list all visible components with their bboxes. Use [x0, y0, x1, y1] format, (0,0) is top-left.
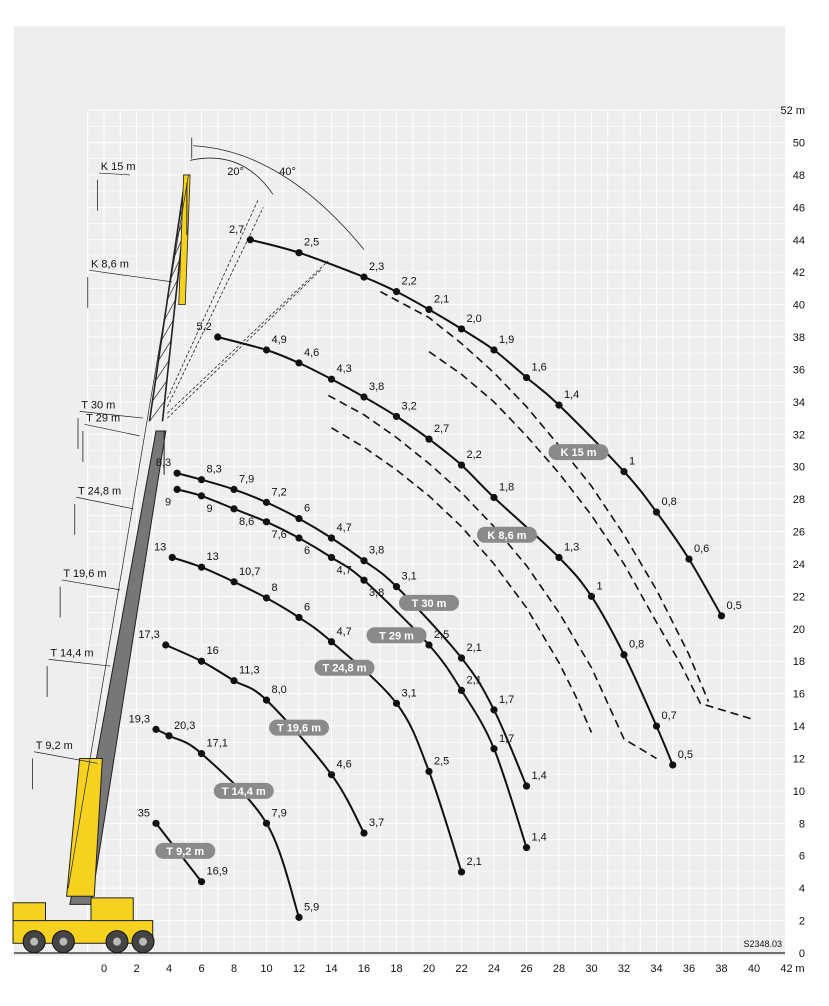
point-label: 7,6: [271, 528, 287, 541]
boom-length-label: T 30 m: [81, 399, 116, 412]
point-label: 2,7: [228, 223, 245, 236]
point-label: 2,7: [434, 423, 450, 436]
data-point: [263, 594, 270, 601]
data-point: [214, 333, 221, 340]
data-point: [198, 878, 205, 885]
data-point: [328, 771, 335, 778]
data-point: [152, 820, 159, 827]
point-label: 7,9: [271, 807, 287, 820]
data-point: [152, 726, 159, 733]
data-point: [425, 768, 432, 775]
data-point: [295, 914, 302, 921]
y-tick-label: 32: [792, 429, 805, 442]
point-label: 4,6: [304, 346, 320, 359]
point-label: 7,2: [271, 486, 287, 499]
boom-pill-label: T 14,4 m: [221, 785, 266, 798]
data-point: [458, 461, 465, 468]
y-tick-label: 40: [792, 299, 805, 312]
y-tick-label: 38: [792, 332, 805, 345]
point-label: 17,1: [206, 737, 228, 750]
data-point: [490, 494, 497, 501]
point-label: 3,1: [401, 570, 417, 583]
data-point: [458, 687, 465, 694]
point-label: 4,7: [336, 625, 352, 638]
point-label: 1,4: [564, 389, 580, 402]
x-tick-label: 36: [682, 963, 696, 975]
data-point: [360, 273, 367, 280]
data-point: [360, 557, 367, 564]
data-point: [328, 554, 335, 561]
data-point: [230, 486, 237, 493]
data-point: [620, 651, 627, 658]
point-label: 0,5: [677, 748, 694, 761]
point-label: 0,8: [661, 496, 677, 509]
y-tick-label: 6: [798, 850, 805, 863]
y-tick-label: 10: [792, 785, 805, 798]
data-point: [263, 518, 270, 525]
point-label: 7,9: [239, 473, 255, 486]
x-tick-label: 26: [520, 963, 533, 975]
point-label: 8: [271, 582, 278, 595]
point-label: 2,0: [466, 312, 482, 325]
x-tick-label: 12: [292, 963, 306, 975]
data-point: [198, 564, 205, 571]
x-tick-label: 6: [198, 963, 205, 975]
y-tick-label: 34: [792, 396, 805, 409]
data-point: [169, 554, 176, 561]
data-point: [295, 515, 302, 522]
x-tick-label: 4: [165, 963, 173, 975]
point-label: 6: [304, 545, 311, 558]
point-label: 8,3: [155, 457, 172, 470]
y-tick-label: 8: [798, 818, 805, 831]
point-label: 1: [629, 455, 636, 468]
point-label: 2,2: [401, 275, 417, 288]
y-tick-label: 12: [792, 753, 805, 766]
point-label: 13: [206, 551, 219, 564]
y-tick-label: 22: [792, 591, 805, 604]
point-label: 5,2: [196, 321, 212, 334]
x-tick-label: 28: [552, 963, 566, 975]
data-point: [393, 288, 400, 295]
point-label: 2,1: [434, 293, 450, 306]
point-label: 10,7: [239, 565, 261, 578]
point-label: 0,6: [694, 543, 710, 556]
boom-pill-label: T 24,8 m: [322, 662, 367, 675]
data-point: [685, 555, 692, 562]
boom-length-label: K 15 m: [100, 161, 136, 174]
boom-length-label: T 14,4 m: [50, 647, 94, 660]
x-tick-label: 34: [650, 963, 663, 975]
x-tick-label: 38: [715, 963, 728, 975]
boom-length-label: T 19,6 m: [63, 567, 107, 580]
data-point: [555, 554, 562, 561]
y-tick-label: 48: [792, 169, 805, 182]
x-axis-unit: m: [795, 963, 805, 975]
point-label: 4,3: [336, 363, 352, 376]
point-label: 2,3: [369, 261, 385, 274]
data-point: [393, 583, 400, 590]
y-tick-label: 50: [792, 137, 805, 150]
y-tick-label: 20: [792, 623, 805, 636]
point-label: 1,6: [531, 361, 547, 374]
boom-pill-label: T 9,2 m: [166, 845, 205, 858]
boom-pill-label: T 29 m: [379, 630, 414, 643]
data-point: [263, 346, 270, 353]
data-point: [230, 677, 237, 684]
point-label: 2,5: [304, 236, 320, 249]
data-point: [247, 236, 254, 243]
point-label: 1,8: [499, 481, 515, 494]
point-label: 4,7: [336, 522, 352, 535]
point-label: 20,3: [174, 719, 196, 732]
data-point: [393, 700, 400, 707]
data-point: [162, 641, 169, 648]
y-tick-label: 36: [792, 364, 805, 377]
point-label: 3,1: [401, 687, 417, 700]
point-label: 1,9: [499, 333, 515, 346]
point-label: 4,6: [336, 758, 352, 771]
figure-code: S2348.03: [743, 939, 782, 949]
data-point: [295, 614, 302, 621]
data-point: [295, 534, 302, 541]
data-point: [230, 505, 237, 512]
y-tick-label: 42: [792, 267, 805, 280]
point-label: 11,3: [239, 664, 260, 677]
data-point: [718, 612, 725, 619]
point-label: 0,5: [726, 599, 742, 612]
point-label: 2,1: [466, 641, 482, 654]
x-tick-label: 14: [325, 963, 338, 975]
data-point: [458, 868, 465, 875]
y-tick-label: 0: [798, 948, 805, 960]
data-point: [490, 745, 497, 752]
boom-length-label: T 29 m: [86, 412, 121, 425]
point-label: 8,6: [239, 515, 255, 528]
data-point: [295, 249, 302, 256]
data-point: [198, 658, 205, 665]
point-label: 9: [206, 502, 213, 515]
y-tick-label: 28: [792, 494, 805, 507]
x-tick-label: 32: [617, 963, 631, 975]
x-tick-label: 22: [455, 963, 468, 975]
data-point: [263, 820, 270, 827]
data-point: [360, 577, 367, 584]
x-tick-label: 20: [422, 963, 436, 975]
boom-pill-label: T 30 m: [411, 597, 447, 610]
point-label: 1,4: [531, 770, 547, 783]
y-tick-label: 14: [792, 721, 805, 734]
point-label: 17,3: [138, 629, 160, 642]
point-label: 6: [304, 502, 311, 515]
truck-hub: [30, 938, 38, 946]
point-label: 6: [304, 601, 311, 614]
angle-label: 40°: [279, 165, 296, 178]
data-point: [653, 508, 660, 515]
data-point: [490, 346, 497, 353]
y-tick-label: 2: [798, 915, 805, 928]
data-point: [174, 470, 181, 477]
data-point: [523, 782, 530, 789]
truck-hub: [139, 938, 147, 946]
point-label: 3,8: [369, 544, 385, 557]
point-label: 2,2: [466, 449, 482, 462]
y-tick-label: 30: [792, 461, 805, 474]
point-label: 2,5: [434, 755, 450, 768]
x-tick-label: 16: [357, 963, 371, 975]
point-label: 1,7: [499, 693, 515, 706]
point-label: 5,9: [304, 901, 320, 914]
data-point: [328, 534, 335, 541]
data-point: [263, 499, 270, 506]
point-label: 19,3: [128, 713, 150, 726]
y-tick-label: 24: [792, 558, 805, 571]
data-point: [425, 436, 432, 443]
x-tick-label: 24: [487, 963, 501, 975]
data-point: [295, 359, 302, 366]
point-label: 1,4: [531, 831, 547, 844]
truck-hub: [113, 938, 121, 946]
data-point: [328, 376, 335, 383]
point-label: 3,2: [401, 400, 417, 413]
data-point: [230, 578, 237, 585]
data-point: [328, 638, 335, 645]
boom-length-label: T 24,8 m: [78, 485, 122, 498]
data-point: [165, 732, 172, 739]
data-point: [174, 486, 181, 493]
point-label: 4,7: [336, 564, 352, 577]
x-tick-label: 30: [585, 963, 598, 975]
data-point: [198, 750, 205, 757]
data-point: [458, 654, 465, 661]
data-point: [669, 761, 676, 768]
data-point: [523, 844, 530, 851]
point-label: 0,7: [661, 710, 677, 723]
x-tick-label: 0: [100, 963, 108, 975]
boom-pill-label: K 8,6 m: [487, 529, 527, 542]
x-tick-label: 10: [260, 963, 273, 975]
x-tick-label: 40: [747, 963, 761, 975]
data-point: [360, 829, 367, 836]
point-label: 2,1: [466, 674, 482, 687]
point-label: 3,8: [369, 587, 385, 600]
angle-label: 20°: [227, 165, 244, 178]
boom-pill-label: T 19,6 m: [276, 722, 322, 735]
y-tick-label: 46: [792, 202, 805, 215]
x-tick-label: 18: [390, 963, 403, 975]
point-label: 8,0: [271, 684, 287, 697]
data-point: [490, 706, 497, 713]
x-tick-label: 2: [133, 963, 140, 975]
point-label: 2,5: [434, 629, 450, 642]
data-point: [425, 306, 432, 313]
point-label: 4,9: [271, 333, 287, 346]
boom-length-label: T 9,2 m: [35, 739, 73, 752]
data-point: [620, 468, 627, 475]
data-point: [653, 722, 660, 729]
y-tick-label: 26: [792, 526, 805, 539]
boom-pill-label: K 15 m: [560, 447, 597, 460]
data-point: [425, 641, 432, 648]
x-tick-label: 42: [780, 963, 793, 975]
point-label: 1,3: [564, 541, 580, 554]
data-point: [263, 697, 270, 704]
y-tick-label: 18: [792, 656, 805, 669]
data-point: [555, 402, 562, 409]
boom-length-label: K 8,6 m: [91, 258, 129, 271]
point-label: 2,1: [466, 855, 482, 868]
point-label: 8,3: [206, 463, 222, 476]
point-label: 3,7: [369, 817, 385, 830]
x-tick-label: 8: [230, 963, 238, 975]
data-point: [360, 393, 367, 400]
point-label: 1: [596, 580, 603, 593]
data-point: [458, 325, 465, 332]
truck-hub: [59, 938, 67, 946]
y-tick-label: 52 m: [780, 105, 805, 118]
point-label: 35: [137, 807, 150, 820]
point-label: 9: [165, 496, 172, 509]
y-tick-label: 44: [792, 234, 805, 247]
y-tick-label: 16: [792, 688, 805, 701]
data-point: [198, 476, 205, 483]
truck-cab: [13, 903, 46, 921]
point-label: 13: [154, 541, 167, 554]
point-label: 1,7: [499, 732, 515, 745]
data-point: [588, 593, 595, 600]
data-point: [393, 413, 400, 420]
y-tick-label: 4: [798, 883, 805, 896]
truck-cabin-rear: [91, 898, 133, 921]
point-label: 0,8: [629, 638, 645, 651]
point-label: 16: [206, 645, 219, 658]
data-point: [523, 374, 530, 381]
point-label: 3,8: [369, 380, 385, 393]
data-point: [198, 492, 205, 499]
point-label: 16,9: [206, 865, 228, 878]
